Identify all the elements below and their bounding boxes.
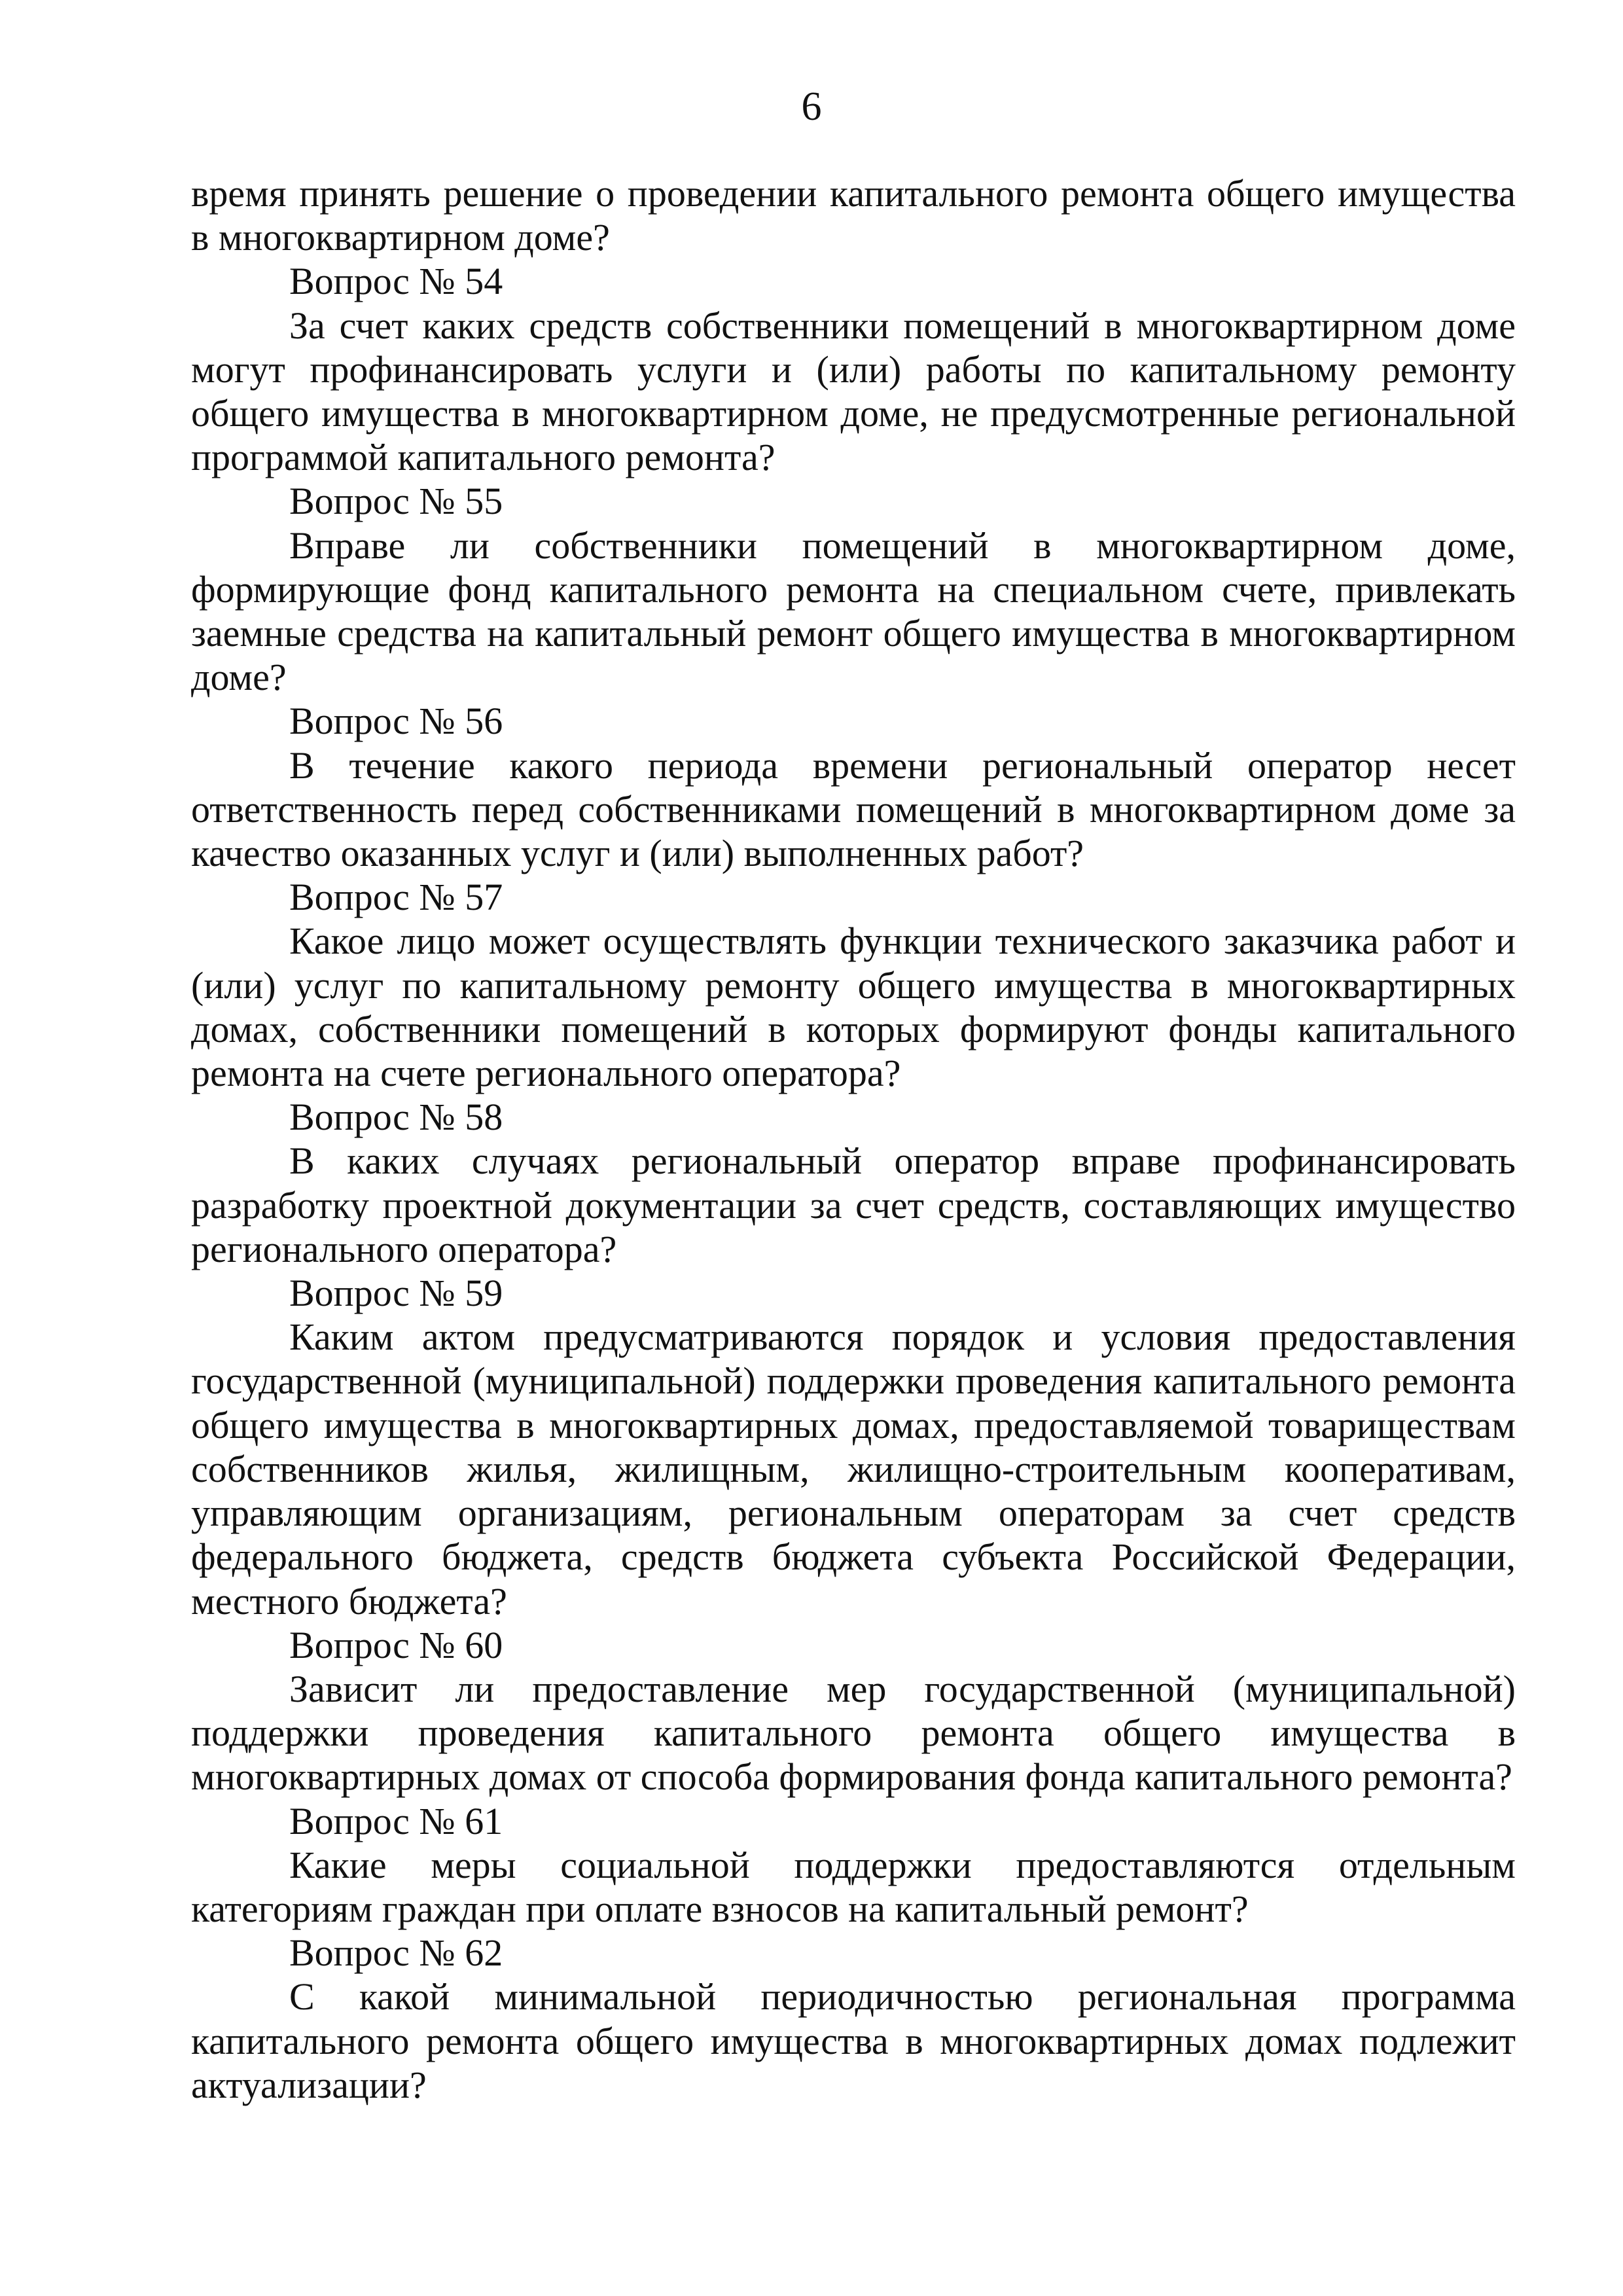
question-61 [191,1799,1516,1931]
question-heading: Вопрос № 60 [289,1623,503,1666]
question-heading: Вопрос № 61 [289,1799,503,1842]
page-number: 6 [801,84,822,129]
question-text: В каких случаях региональный оператор вправе профинансировать разработку проектной документации за счет средств, составляющих имущество регионального оператора? [191,1139,1516,1270]
question-text: Каким актом предусматриваются порядок и условия предоставления государственной (муниципальной) поддержки проведения капитального ремонта общего имущества в многоквартирных домах, предоставляемой товариществам собственников жилья, жилищным, жилищно-строительным кооперативам, управляющим организациям, региональным операторам за счет средств федерального бюджета, средств бюджета субъекта Российской Федерации, местного бюджета? [191,1316,1516,1623]
question-54 [191,259,1516,479]
question-heading: Вопрос № 54 [289,260,503,303]
question-57 [191,875,1516,1095]
question-heading: Вопрос № 58 [289,1096,503,1139]
question-heading: Вопрос № 55 [289,480,503,523]
question-55 [191,479,1516,699]
question-text: Какое лицо может осуществлять функции технического заказчика работ и (или) услуг по капитальному ремонту общего имущества в многоквартирных домах, собственники помещений в которых формируют фонды капитального ремонта на счете регионального оператора? [191,920,1516,1095]
question-text: С какой минимальной периодичностью региональная программа капитального ремонта общего имущества в многоквартирных домах подлежит актуализации? [191,1975,1516,2106]
question-text: За счет каких средств собственники помещений в многоквартирном доме могут профинансировать услуги и (или) работы по капитальному ремонту общего имущества в многоквартирном доме, не предусмотренные региональной программой капитального ремонта? [191,304,1516,479]
question-heading: Вопрос № 62 [289,1931,503,1975]
question-58 [191,1095,1516,1271]
question-62 [191,1931,1516,2107]
lead-paragraph: время принять решение о проведении капитального ремонта общего имущества в многоквартирном доме? [191,172,1516,259]
question-text: Какие меры социальной поддержки предоставляются отдельным категориям граждан при оплате взносов на капитальный ремонт? [191,1843,1516,1930]
document-body [191,171,1516,2107]
question-60 [191,1623,1516,1799]
question-text: Вправе ли собственники помещений в многоквартирном доме, формирующие фонд капитального ремонта на специальном счете, привлекать заемные средства на капитальный ремонт общего имущества в многоквартирном доме? [191,524,1516,699]
question-heading: Вопрос № 57 [289,876,503,919]
question-56 [191,699,1516,875]
question-59 [191,1271,1516,1623]
question-text: В течение какого периода времени региональный оператор несет ответственность перед собственниками помещений в многоквартирном доме за качество оказанных услуг и (или) выполненных работ? [191,744,1516,875]
question-heading: Вопрос № 59 [289,1272,503,1315]
question-heading: Вопрос № 56 [289,700,503,743]
question-text: Зависит ли предоставление мер государственной (муниципальной) поддержки проведения капитального ремонта общего имущества в многоквартирных домах от способа формирования фонда капитального ремонта? [191,1667,1516,1799]
